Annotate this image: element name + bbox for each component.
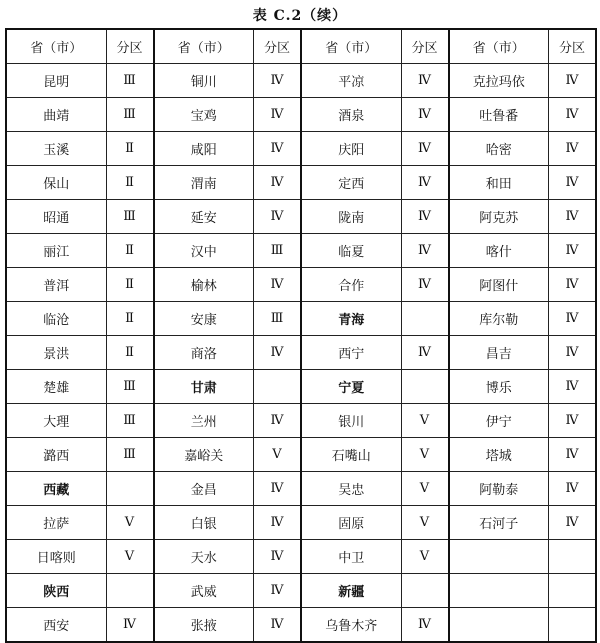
city-cell: 喀什: [449, 234, 549, 268]
province-cell: 甘肃: [154, 370, 254, 404]
zone-cell: Ⅴ: [401, 438, 449, 472]
zone-cell: Ⅲ: [106, 98, 154, 132]
table-body: [6, 64, 596, 643]
header-city: 省（市）: [449, 29, 549, 64]
zone-cell: Ⅱ: [106, 132, 154, 166]
header-zone: 分区: [549, 29, 597, 64]
city-cell: 中卫: [301, 540, 401, 574]
table-row: [6, 404, 596, 438]
city-cell: 曲靖: [6, 98, 106, 132]
city-cell: 庆阳: [301, 132, 401, 166]
province-cell: 宁夏: [301, 370, 401, 404]
zone-cell: Ⅳ: [254, 98, 302, 132]
zone-cell: Ⅳ: [401, 608, 449, 643]
city-cell: 酒泉: [301, 98, 401, 132]
table-row: [6, 64, 596, 98]
zone-cell: Ⅳ: [549, 506, 597, 540]
zone-cell: Ⅳ: [254, 540, 302, 574]
zone-cell: Ⅳ: [254, 64, 302, 98]
table-row: [6, 302, 596, 336]
city-cell: 吐鲁番: [449, 98, 549, 132]
city-cell: 阿克苏: [449, 200, 549, 234]
table-row: [6, 166, 596, 200]
zone-cell: Ⅱ: [106, 234, 154, 268]
table-row: [6, 268, 596, 302]
zone-cell: Ⅳ: [401, 64, 449, 98]
city-cell: 咸阳: [154, 132, 254, 166]
city-cell: 普洱: [6, 268, 106, 302]
city-cell: 玉溪: [6, 132, 106, 166]
zone-cell: Ⅲ: [254, 234, 302, 268]
city-cell: 昌吉: [449, 336, 549, 370]
zone-cell: Ⅳ: [549, 268, 597, 302]
city-cell: 阿勒泰: [449, 472, 549, 506]
table-row: [6, 472, 596, 506]
city-cell: [449, 574, 549, 608]
city-cell: 定西: [301, 166, 401, 200]
zone-cell: Ⅳ: [254, 574, 302, 608]
table-row: [6, 98, 596, 132]
city-cell: 临夏: [301, 234, 401, 268]
zone-cell: Ⅳ: [401, 234, 449, 268]
city-cell: 固原: [301, 506, 401, 540]
zone-cell: Ⅳ: [549, 132, 597, 166]
zone-cell: Ⅳ: [549, 64, 597, 98]
table-row: [6, 438, 596, 472]
zone-cell: Ⅳ: [254, 336, 302, 370]
zone-cell: [549, 574, 597, 608]
city-cell: 保山: [6, 166, 106, 200]
header-city: 省（市）: [301, 29, 401, 64]
zone-cell: Ⅴ: [401, 540, 449, 574]
table-row: [6, 234, 596, 268]
city-cell: 博乐: [449, 370, 549, 404]
zone-cell: [254, 370, 302, 404]
zone-cell: Ⅳ: [254, 132, 302, 166]
zone-cell: Ⅳ: [549, 200, 597, 234]
city-cell: 张掖: [154, 608, 254, 643]
province-cell: 西藏: [6, 472, 106, 506]
zone-cell: Ⅲ: [106, 200, 154, 234]
city-cell: 陇南: [301, 200, 401, 234]
climate-zone-table: [5, 28, 597, 643]
city-cell: 拉萨: [6, 506, 106, 540]
city-cell: 合作: [301, 268, 401, 302]
table-row: [6, 336, 596, 370]
city-cell: 和田: [449, 166, 549, 200]
city-cell: 潞西: [6, 438, 106, 472]
city-cell: 哈密: [449, 132, 549, 166]
zone-cell: Ⅲ: [106, 438, 154, 472]
city-cell: 丽江: [6, 234, 106, 268]
city-cell: 楚雄: [6, 370, 106, 404]
city-cell: 兰州: [154, 404, 254, 438]
table-row: [6, 132, 596, 166]
zone-cell: Ⅳ: [254, 200, 302, 234]
zone-cell: Ⅳ: [254, 608, 302, 643]
zone-cell: Ⅳ: [401, 200, 449, 234]
city-cell: 天水: [154, 540, 254, 574]
zone-cell: Ⅴ: [106, 540, 154, 574]
city-cell: 阿图什: [449, 268, 549, 302]
zone-cell: Ⅳ: [254, 166, 302, 200]
zone-cell: Ⅳ: [401, 166, 449, 200]
zone-cell: Ⅳ: [401, 336, 449, 370]
header-zone: 分区: [254, 29, 302, 64]
table-row: [6, 506, 596, 540]
zone-cell: Ⅳ: [549, 404, 597, 438]
city-cell: 西安: [6, 608, 106, 643]
zone-cell: Ⅲ: [106, 370, 154, 404]
zone-cell: Ⅲ: [106, 404, 154, 438]
table-row: [6, 574, 596, 608]
zone-cell: [106, 472, 154, 506]
zone-cell: Ⅱ: [106, 166, 154, 200]
zone-cell: Ⅳ: [254, 472, 302, 506]
city-cell: 铜川: [154, 64, 254, 98]
city-cell: 安康: [154, 302, 254, 336]
city-cell: 金昌: [154, 472, 254, 506]
city-cell: 商洛: [154, 336, 254, 370]
city-cell: 乌鲁木齐: [301, 608, 401, 643]
city-cell: 银川: [301, 404, 401, 438]
zone-cell: Ⅴ: [401, 472, 449, 506]
city-cell: 景洪: [6, 336, 106, 370]
city-cell: 嘉峪关: [154, 438, 254, 472]
city-cell: 石河子: [449, 506, 549, 540]
zone-cell: Ⅴ: [401, 404, 449, 438]
zone-cell: Ⅴ: [401, 506, 449, 540]
city-cell: 吴忠: [301, 472, 401, 506]
table-row: [6, 608, 596, 643]
city-cell: 延安: [154, 200, 254, 234]
zone-cell: [549, 608, 597, 643]
zone-cell: Ⅳ: [254, 506, 302, 540]
city-cell: 塔城: [449, 438, 549, 472]
zone-cell: Ⅱ: [106, 336, 154, 370]
zone-cell: Ⅳ: [549, 438, 597, 472]
city-cell: 昭通: [6, 200, 106, 234]
city-cell: 白银: [154, 506, 254, 540]
city-cell: 平凉: [301, 64, 401, 98]
city-cell: 大理: [6, 404, 106, 438]
city-cell: 日喀则: [6, 540, 106, 574]
city-cell: 克拉玛依: [449, 64, 549, 98]
table-header-row: [6, 29, 596, 64]
city-cell: 武威: [154, 574, 254, 608]
city-cell: [449, 608, 549, 643]
zone-cell: Ⅲ: [106, 64, 154, 98]
zone-cell: Ⅳ: [254, 404, 302, 438]
city-cell: 伊宁: [449, 404, 549, 438]
header-zone: 分区: [106, 29, 154, 64]
zone-cell: Ⅱ: [106, 268, 154, 302]
city-cell: 西宁: [301, 336, 401, 370]
city-cell: 库尔勒: [449, 302, 549, 336]
zone-cell: Ⅱ: [106, 302, 154, 336]
header-city: 省（市）: [6, 29, 106, 64]
zone-cell: Ⅳ: [106, 608, 154, 643]
zone-cell: Ⅳ: [401, 98, 449, 132]
city-cell: 汉中: [154, 234, 254, 268]
province-cell: 新疆: [301, 574, 401, 608]
city-cell: 宝鸡: [154, 98, 254, 132]
zone-cell: Ⅳ: [549, 472, 597, 506]
city-cell: [449, 540, 549, 574]
header-zone: 分区: [401, 29, 449, 64]
zone-cell: Ⅳ: [549, 166, 597, 200]
zone-cell: Ⅳ: [549, 98, 597, 132]
table-row: [6, 200, 596, 234]
zone-cell: Ⅳ: [401, 132, 449, 166]
zone-cell: [401, 302, 449, 336]
zone-cell: Ⅳ: [549, 336, 597, 370]
zone-cell: Ⅳ: [401, 268, 449, 302]
city-cell: 渭南: [154, 166, 254, 200]
header-city: 省（市）: [154, 29, 254, 64]
table-row: [6, 370, 596, 404]
province-cell: 陕西: [6, 574, 106, 608]
table-row: [6, 540, 596, 574]
zone-cell: Ⅳ: [549, 302, 597, 336]
zone-cell: [401, 574, 449, 608]
city-cell: 榆林: [154, 268, 254, 302]
province-cell: 青海: [301, 302, 401, 336]
zone-cell: Ⅴ: [254, 438, 302, 472]
zone-cell: Ⅳ: [254, 268, 302, 302]
zone-cell: [401, 370, 449, 404]
zone-cell: Ⅴ: [106, 506, 154, 540]
zone-cell: Ⅲ: [254, 302, 302, 336]
zone-cell: [549, 540, 597, 574]
zone-cell: Ⅳ: [549, 234, 597, 268]
zone-cell: [106, 574, 154, 608]
city-cell: 临沧: [6, 302, 106, 336]
zone-cell: Ⅳ: [549, 370, 597, 404]
city-cell: 石嘴山: [301, 438, 401, 472]
table-caption: 表 C.2（续）: [252, 8, 348, 24]
city-cell: 昆明: [6, 64, 106, 98]
